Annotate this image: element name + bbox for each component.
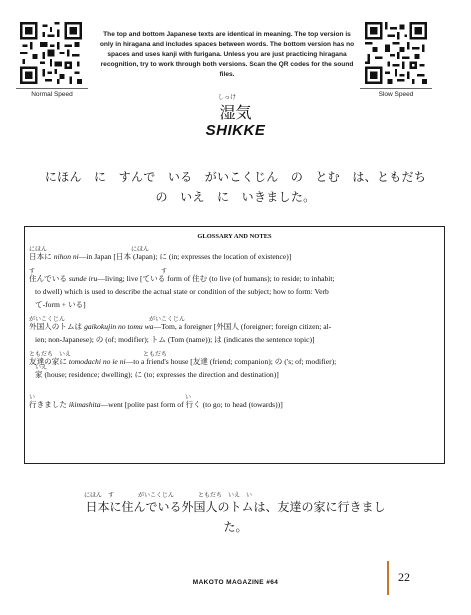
entry-romaji: tomodachi no ie ni (68, 357, 126, 366)
glossary-furigana: にほん にほん (29, 246, 150, 253)
qr-label-divider (16, 88, 88, 89)
intro-text: The top and bottom Japanese texts are identical in meaning. The top version is only in hiragana and includes spaces between words. The bottom version has no spaces and uses kanji with furigana. Unless you are just practicing hiragana recognition, try to work through both versions. Scan the QR codes for the sound files. (99, 31, 355, 78)
entry-romaji: gaikokujin no tomu wa (84, 322, 154, 331)
qr-label-divider (360, 88, 432, 89)
glossary-entry (29, 320, 439, 346)
hiragana-line-2: の いえ に いきました。 (155, 190, 316, 204)
entry-term: 住んでいる (29, 274, 69, 283)
glossary-entry (29, 355, 439, 381)
entry-definition: —living; live [ている form of 住む (to live (of humans); to reside; to inhabit; (97, 274, 335, 283)
entry-definition-cont: ien; non-Japanese); の (of; modifier); トム (Tom (name)); は (indicates the sentence topic)] (35, 335, 315, 344)
entry-definition-cont: て-form + いる] (35, 300, 86, 309)
glossary-furigana: い い (29, 394, 192, 401)
glossary-entry (29, 272, 439, 311)
entry-definition: —Tom, a foreigner [外国人 (foreigner; foreign citizen; al- (153, 322, 332, 331)
qr-code-normal-speed[interactable] (20, 22, 82, 84)
magazine-footer: MAKOTO MAGAZINE #64 (192, 579, 279, 586)
entry-romaji: ikimashita (68, 400, 101, 409)
qr-icon (365, 22, 427, 84)
entry-definition-cont: 家 (house; residence; dwelling); に (to; expresses the direction and destination)] (35, 370, 279, 379)
entry-definition: —in Japan [日本 (Japan); に (in; expresses the location of existence)] (78, 252, 292, 261)
entry-term: 日本に (29, 252, 54, 261)
page-number-accent-bar (387, 561, 389, 595)
glossary-furigana: す す (29, 268, 168, 275)
qr-code-slow-speed[interactable] (365, 22, 427, 84)
entry-term: 行きました (29, 400, 69, 409)
qr-label-normal-speed: Normal Speed (31, 91, 73, 98)
entry-definition: —went [polite past form of 行く (to go; to head (towards))] (100, 400, 283, 409)
entry-definition: —to a friend's house [友達 (friend; companion); の ('s; of; modifier); (125, 357, 337, 366)
title-romaji: SHIKKE (205, 122, 266, 139)
kanji-text-furigana: にほん す がいこくじん ともだち いえ い (84, 492, 253, 499)
glossary-furigana: いえ (35, 364, 48, 371)
entry-term: 外国人のトムは (29, 322, 85, 331)
glossary-title: GLOSSARY AND NOTES (197, 233, 272, 240)
glossary-entry (29, 250, 439, 263)
page-number: 22 (398, 570, 410, 584)
entry-term: 友達の家に (29, 357, 69, 366)
glossary-box (24, 226, 445, 464)
qr-label-slow-speed: Slow Speed (378, 91, 414, 98)
title-kanji: 湿気 (219, 103, 252, 122)
glossary-furigana: がいこくじん がいこくじん (29, 316, 186, 323)
kanji-line-1: 日本に住んでいる外国人のトムは、友達の家に行きまし (85, 500, 386, 514)
entry-romaji: sunde iru (68, 274, 98, 283)
glossary-furigana: ともだち いえ ともだち (29, 351, 168, 358)
qr-icon (20, 22, 82, 84)
glossary-entry (29, 398, 439, 411)
title-furigana: しっけ (218, 94, 237, 101)
entry-romaji: nihon ni (53, 252, 79, 261)
hiragana-line-1: にほん に すんで いる がいこくじん の とむ は、ともだち (44, 170, 427, 184)
kanji-line-2: た。 (223, 520, 248, 534)
entry-definition-cont: to dwell) which is used to describe the actual state or condition of the subject; how to form: Verb (35, 287, 329, 296)
